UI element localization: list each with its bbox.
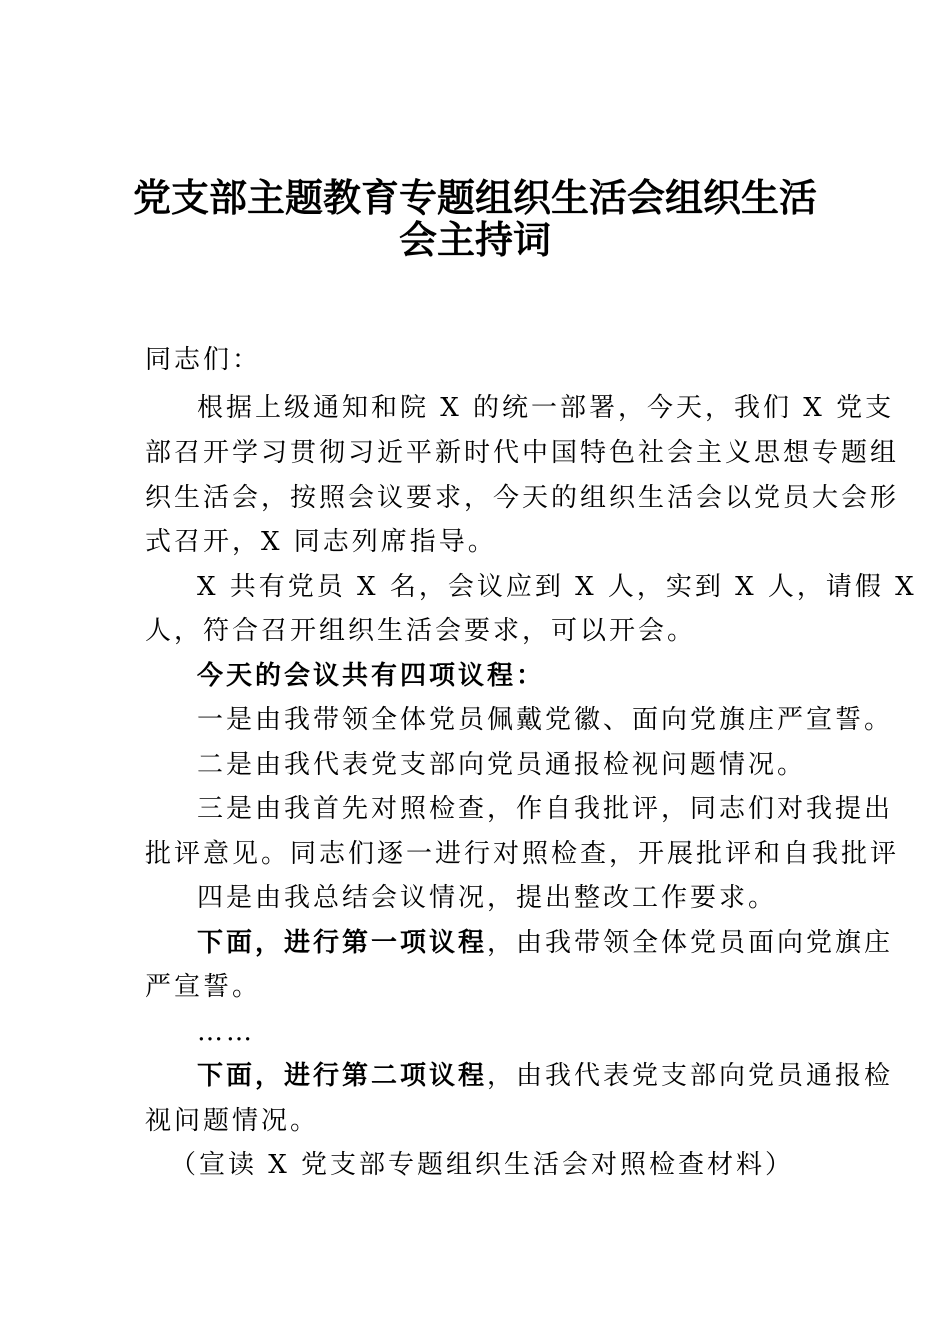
paragraph-2-line-1: X 共有党员 X 名，会议应到 X 人，实到 X 人，请假 X [197, 572, 917, 602]
paragraph-1-line-3: 织生活会，按照会议要求，今天的组织生活会以党员大会形 [145, 483, 900, 513]
step-2-heading: 下面，进行第二项议程 [197, 1061, 488, 1091]
salutation: 同志们： [145, 345, 262, 375]
document-title-line-1: 党支部主题教育专题组织生活会组织生活 [132, 175, 817, 220]
paragraph-2-line-2: 人，符合召开组织生活会要求，可以开会。 [145, 616, 697, 646]
step-2-line-2: 视问题情况。 [145, 1106, 320, 1136]
agenda-item-4: 四是由我总结会议情况，提出整改工作要求。 [197, 883, 778, 913]
step-1-text: ，由我带领全体党员面向党旗庄 [487, 928, 894, 958]
paragraph-1-line-1: 根据上级通知和院 X 的统一部署，今天，我们 X 党支 [197, 393, 895, 423]
step-1-line-2: 严宣誓。 [145, 972, 262, 1002]
step-1-line-1 [197, 928, 894, 958]
agenda-heading: 今天的会议共有四项议程： [197, 661, 546, 691]
agenda-item-3-line-1: 三是由我首先对照检查，作自我批评，同志们对我提出 [197, 794, 894, 824]
step-2-line-1 [197, 1061, 894, 1091]
paragraph-1-line-2: 部召开学习贯彻习近平新时代中国特色社会主义思想专题组 [145, 438, 900, 468]
agenda-item-2: 二是由我代表党支部向党员通报检视问题情况。 [197, 750, 807, 780]
ellipsis: …… [197, 1017, 255, 1047]
step-2-text: ，由我代表党支部向党员通报检 [487, 1061, 894, 1091]
agenda-item-1: 一是由我带领全体党员佩戴党徽、面向党旗庄严宣誓。 [197, 705, 894, 735]
step-1-heading: 下面，进行第一项议程 [197, 928, 488, 958]
agenda-item-3-line-2: 批评意见。同志们逐一进行对照检查，开展批评和自我批评 [145, 839, 900, 869]
reading-note: （宣读 X 党支部专题组织生活会对照检查材料） [170, 1150, 795, 1180]
document-title-line-2: 会主持词 [398, 217, 551, 262]
paragraph-1-line-4: 式召开，X 同志列席指导。 [145, 527, 497, 557]
